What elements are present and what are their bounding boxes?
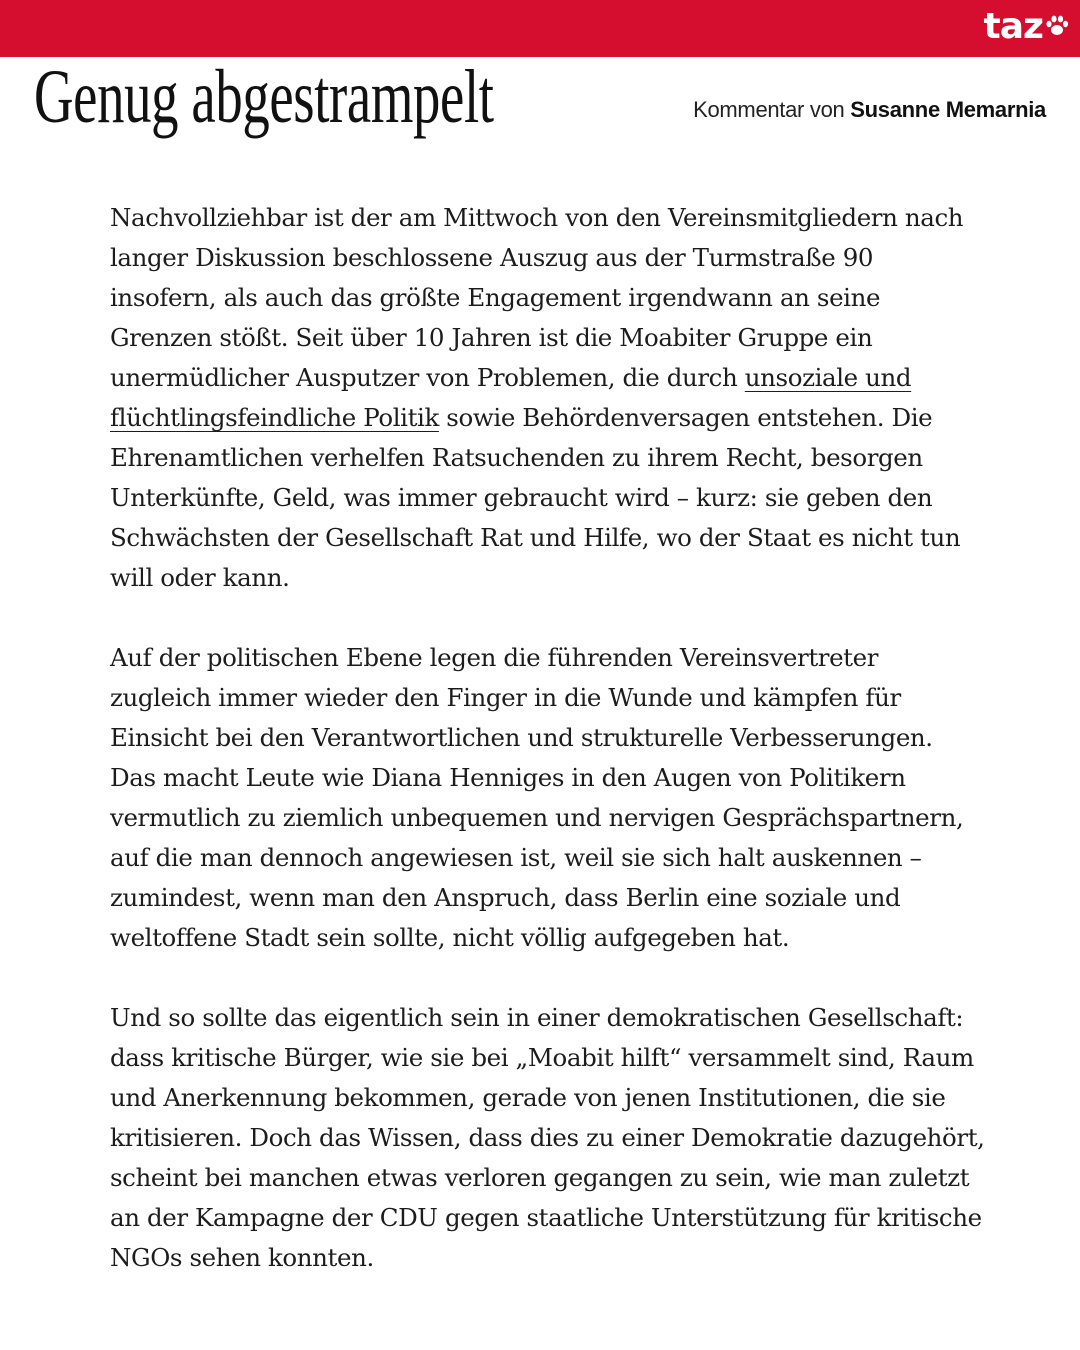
top-bar <box>0 0 1080 57</box>
taz-logo[interactable] <box>984 6 1070 46</box>
paragraph-1-text-before-link: Nachvollziehbar ist der am Mittwoch von den Vereinsmitgliedern nach langer Diskussion beschlossene Auszug aus der Turmstraße 90 insofern, als auch das größte Engagement irgendwann an seine Grenzen stößt. Seit über 10 Jahren ist die Moabiter Gruppe ein unermüdlicher Ausputzer von Problemen, die durch <box>110 203 964 392</box>
byline <box>693 97 1046 123</box>
logo-text: taz <box>983 5 1043 47</box>
paragraph-1-text-after-link: sowie Behördenversagen entstehen. Die Ehrenamtlichen verhelfen Ratsuchenden zu ihrem Recht, besorgen Unterkünfte, Geld, was immer gebraucht wird – kurz: sie geben den Schwächsten der Gesellschaft Rat und Hilfe, wo der Staat es nicht tun will oder kann. <box>110 403 961 592</box>
paragraph-1 <box>110 198 985 598</box>
byline-prefix: Kommentar von <box>693 97 845 122</box>
article-body <box>110 198 985 1278</box>
article-headline: Genug abgestrampelt <box>34 55 494 139</box>
inline-link-politik[interactable]: unsoziale und flüchtlingsfeindliche Politik <box>110 363 912 432</box>
paragraph-2: Auf der politischen Ebene legen die führenden Vereinsvertreter zugleich immer wieder den Finger in die Wunde und kämpfen für Einsicht bei den Verantwortlichen und strukturelle Verbesserungen. Das macht Leute wie Diana Henniges in den Augen von Politikern vermutlich zu ziemlich unbequemen und nervigen Gesprächspartnern, auf die man dennoch angewiesen ist, weil sie sich halt auskennen – zumindest, wenn man den Anspruch, dass Berlin eine soziale und weltoffene Stadt sein sollte, nicht völlig aufgegeben hat. <box>110 643 964 952</box>
paw-icon <box>1044 13 1070 39</box>
byline-author[interactable]: Susanne Memarnia <box>850 97 1046 122</box>
paragraph-3: Und so sollte das eigentlich sein in einer demokratischen Gesellschaft: dass kritische Bürger, wie sie bei „Moabit hilft“ versammelt sind, Raum und Anerkennung bekommen, gerade von jenen Institutionen, die sie kritisieren. Doch das Wissen, dass dies zu einer Demokratie dazugehört, scheint bei manchen etwas verloren gegangen zu sein, wie man zuletzt an der Kampagne der CDU gegen staatliche Unterstützung für kritische NGOs sehen konnten. <box>110 1003 985 1272</box>
